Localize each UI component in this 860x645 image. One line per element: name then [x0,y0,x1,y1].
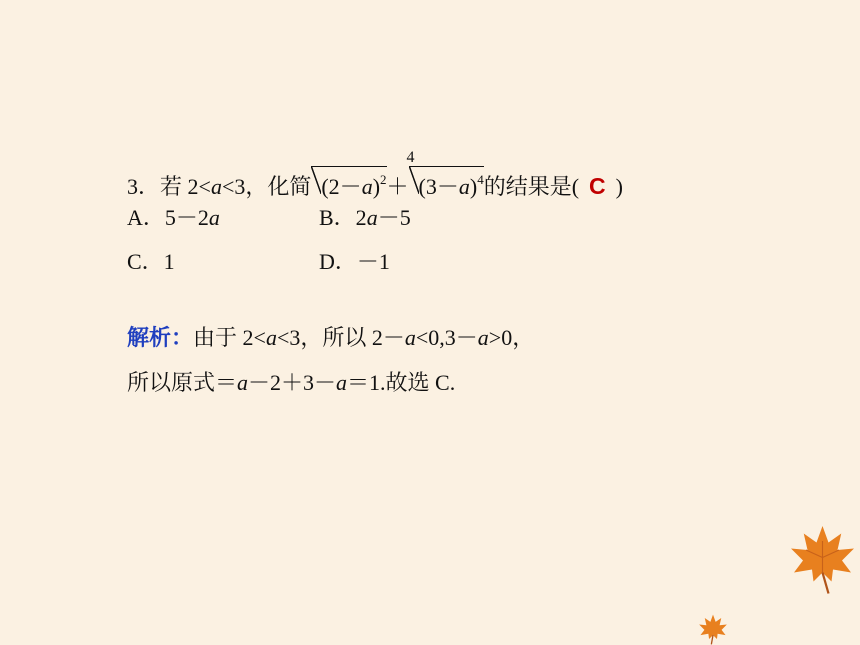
plus-sign: ＋ [386,174,409,199]
option-b-text: B．2 [319,205,367,230]
sol2-var1: a [237,370,249,395]
sol2-var2: a [336,370,348,395]
option-b-var: a [366,205,378,230]
sol1-part3: <0,3－ [415,325,478,350]
option-c: C．1 [127,249,175,274]
solution-line-1 [127,323,534,353]
answer-letter: C [589,173,606,199]
question-lead: 若 2< [160,174,211,199]
root1-var: a [361,174,373,199]
root2-index: 4 [406,149,415,166]
option-b-rest: －5 [377,205,411,230]
root2-exponent: 4 [477,172,484,187]
condition-end: <3，化简 [221,174,312,199]
sol1-var1: a [265,325,277,350]
option-b [319,203,411,233]
option-a-var: a [208,205,220,230]
question-number: 3． [127,174,161,199]
maple-leaf-icon [785,520,860,595]
solution-line-2 [127,368,455,398]
root1-after: ) [372,174,381,199]
question-close: ) [615,174,623,199]
variable-a: a [210,174,222,199]
root2-before: (3－ [418,174,459,199]
option-a-text: A．5－2 [127,205,209,230]
root1-before: (2－ [321,174,362,199]
solution-label: 解析： [127,325,194,350]
square-root [311,166,386,200]
sol2-part3: ＝1.故选 C. [347,370,456,395]
sol1-part1: 由于 2< [193,325,266,350]
option-d: D．－1 [319,249,390,274]
sol1-part4: >0， [488,325,535,350]
root2-var: a [458,174,470,199]
root2-after: ) [469,174,478,199]
maple-leaf-icon [696,612,730,645]
root1-exponent: 2 [380,172,387,187]
option-a [127,203,220,233]
sol1-part2: <3，所以 2－ [276,325,405,350]
question-tail: 的结果是( [483,174,580,199]
question-line [127,149,623,202]
sol2-part2: －2＋3－ [248,370,337,395]
sol1-var3: a [477,325,489,350]
sol2-part1: 所以原式＝ [127,370,238,395]
sol1-var2: a [404,325,416,350]
fourth-root [406,149,484,200]
